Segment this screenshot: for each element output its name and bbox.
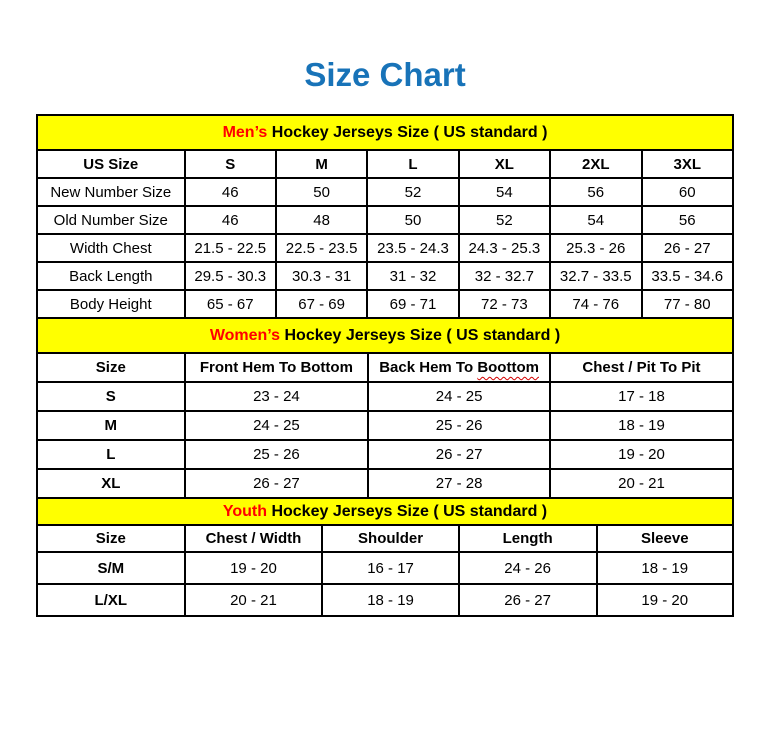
band-accent: Women’s bbox=[209, 326, 281, 344]
value-cell: 52 bbox=[367, 178, 458, 206]
column-header: 2XL bbox=[550, 150, 641, 178]
womens-table-title bbox=[37, 318, 733, 353]
column-header: M bbox=[276, 150, 367, 178]
value-cell: 50 bbox=[276, 178, 367, 206]
misspelled-word: Boottom bbox=[477, 359, 539, 376]
band-text: Hockey Jerseys Size ( US standard ) bbox=[267, 123, 548, 141]
value-cell: 65 - 67 bbox=[185, 290, 276, 318]
value-cell: 19 - 20 bbox=[550, 440, 733, 469]
row-label: S bbox=[37, 382, 185, 411]
table-row bbox=[37, 382, 733, 411]
value-cell: 54 bbox=[550, 206, 641, 234]
column-header: Chest / Width bbox=[185, 525, 323, 552]
value-cell: 56 bbox=[550, 178, 641, 206]
value-cell: 24 - 26 bbox=[459, 552, 597, 584]
table-row bbox=[37, 584, 733, 616]
row-label: XL bbox=[37, 469, 185, 498]
column-header: L bbox=[367, 150, 458, 178]
youth-size-table bbox=[36, 497, 734, 617]
column-header: Size bbox=[37, 525, 185, 552]
value-cell: 17 - 18 bbox=[550, 382, 733, 411]
value-cell: 52 bbox=[459, 206, 550, 234]
value-cell: 56 bbox=[642, 206, 734, 234]
row-label: New Number Size bbox=[37, 178, 185, 206]
size-chart-page bbox=[36, 56, 734, 617]
value-cell: 18 - 19 bbox=[597, 552, 733, 584]
row-label: Old Number Size bbox=[37, 206, 185, 234]
mens-size-table bbox=[36, 114, 734, 319]
value-cell: 25 - 26 bbox=[185, 440, 369, 469]
value-cell: 50 bbox=[367, 206, 458, 234]
value-cell: 26 - 27 bbox=[642, 234, 734, 262]
value-cell: 19 - 20 bbox=[185, 552, 323, 584]
value-cell: 24 - 25 bbox=[368, 382, 550, 411]
womens-header-row bbox=[37, 353, 733, 382]
column-header-misspelled bbox=[368, 353, 550, 382]
row-label: Body Height bbox=[37, 290, 185, 318]
table-row bbox=[37, 234, 733, 262]
value-cell: 20 - 21 bbox=[550, 469, 733, 498]
column-header: Length bbox=[459, 525, 597, 552]
value-cell: 69 - 71 bbox=[367, 290, 458, 318]
value-cell: 21.5 - 22.5 bbox=[185, 234, 276, 262]
band-accent: Men’s bbox=[222, 123, 268, 141]
table-row bbox=[37, 262, 733, 290]
value-cell: 18 - 19 bbox=[550, 411, 733, 440]
value-cell: 19 - 20 bbox=[597, 584, 733, 616]
value-cell: 31 - 32 bbox=[367, 262, 458, 290]
youth-table-title bbox=[37, 498, 733, 525]
column-header: XL bbox=[459, 150, 550, 178]
value-cell: 32 - 32.7 bbox=[459, 262, 550, 290]
value-cell: 24.3 - 25.3 bbox=[459, 234, 550, 262]
column-header: Sleeve bbox=[597, 525, 733, 552]
column-header: US Size bbox=[37, 150, 185, 178]
womens-table-title-row bbox=[37, 318, 733, 353]
value-cell: 30.3 - 31 bbox=[276, 262, 367, 290]
value-cell: 54 bbox=[459, 178, 550, 206]
value-cell: 23 - 24 bbox=[185, 382, 369, 411]
row-label: Width Chest bbox=[37, 234, 185, 262]
row-label: L bbox=[37, 440, 185, 469]
value-cell: 18 - 19 bbox=[322, 584, 458, 616]
table-row bbox=[37, 411, 733, 440]
value-cell: 74 - 76 bbox=[550, 290, 641, 318]
table-row bbox=[37, 469, 733, 498]
column-header: Front Hem To Bottom bbox=[185, 353, 369, 382]
value-cell: 20 - 21 bbox=[185, 584, 323, 616]
row-label: M bbox=[37, 411, 185, 440]
column-header: 3XL bbox=[642, 150, 734, 178]
row-label: L/XL bbox=[37, 584, 185, 616]
value-cell: 26 - 27 bbox=[459, 584, 597, 616]
row-label: Back Length bbox=[37, 262, 185, 290]
header-text: Back Hem To bbox=[379, 359, 478, 376]
value-cell: 26 - 27 bbox=[368, 440, 550, 469]
value-cell: 60 bbox=[642, 178, 734, 206]
value-cell: 25.3 - 26 bbox=[550, 234, 641, 262]
page-title: Size Chart bbox=[304, 56, 466, 93]
value-cell: 27 - 28 bbox=[368, 469, 550, 498]
youth-header-row bbox=[37, 525, 733, 552]
band-accent: Youth bbox=[222, 502, 267, 520]
mens-table-title bbox=[37, 115, 733, 150]
value-cell: 29.5 - 30.3 bbox=[185, 262, 276, 290]
table-row bbox=[37, 440, 733, 469]
value-cell: 46 bbox=[185, 206, 276, 234]
table-row bbox=[37, 552, 733, 584]
value-cell: 33.5 - 34.6 bbox=[642, 262, 734, 290]
band-text: Hockey Jerseys Size ( US standard ) bbox=[280, 326, 561, 344]
value-cell: 25 - 26 bbox=[368, 411, 550, 440]
value-cell: 24 - 25 bbox=[185, 411, 369, 440]
mens-table-title-row bbox=[37, 115, 733, 150]
value-cell: 46 bbox=[185, 178, 276, 206]
value-cell: 72 - 73 bbox=[459, 290, 550, 318]
column-header: Shoulder bbox=[322, 525, 458, 552]
value-cell: 32.7 - 33.5 bbox=[550, 262, 641, 290]
value-cell: 48 bbox=[276, 206, 367, 234]
column-header: Size bbox=[37, 353, 185, 382]
row-label: S/M bbox=[37, 552, 185, 584]
table-row bbox=[37, 178, 733, 206]
womens-size-table bbox=[36, 317, 734, 499]
column-header: S bbox=[185, 150, 276, 178]
value-cell: 23.5 - 24.3 bbox=[367, 234, 458, 262]
value-cell: 16 - 17 bbox=[322, 552, 458, 584]
band-text: Hockey Jerseys Size ( US standard ) bbox=[267, 502, 548, 520]
value-cell: 67 - 69 bbox=[276, 290, 367, 318]
value-cell: 26 - 27 bbox=[185, 469, 369, 498]
table-row bbox=[37, 290, 733, 318]
value-cell: 22.5 - 23.5 bbox=[276, 234, 367, 262]
mens-header-row bbox=[37, 150, 733, 178]
youth-table-title-row bbox=[37, 498, 733, 525]
value-cell: 77 - 80 bbox=[642, 290, 734, 318]
column-header: Chest / Pit To Pit bbox=[550, 353, 733, 382]
table-row bbox=[37, 206, 733, 234]
